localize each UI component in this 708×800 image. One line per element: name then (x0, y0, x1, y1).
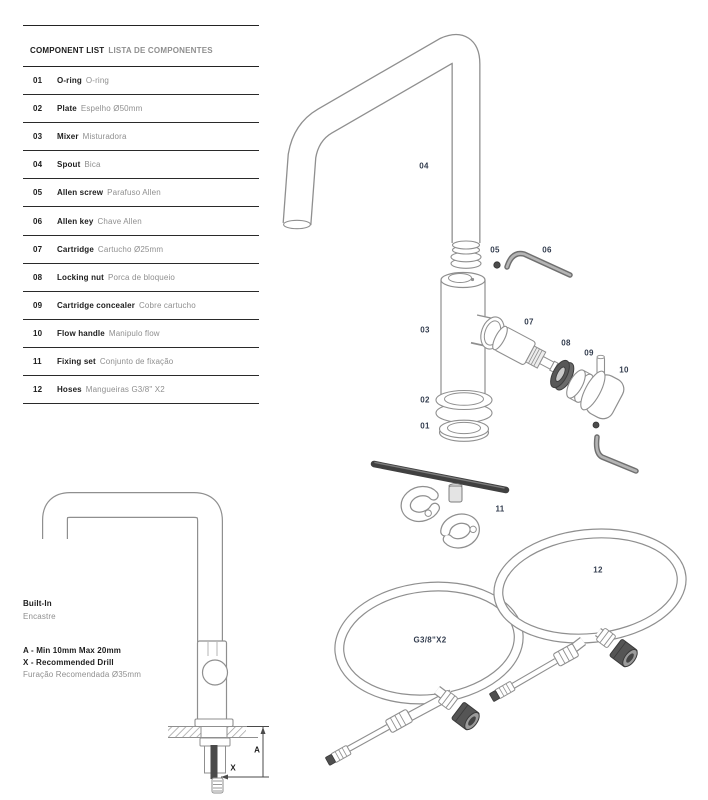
dimension-label-x: X (230, 763, 236, 773)
part-label-02: 02 (420, 395, 430, 405)
component-list-title-pt: LISTA DE COMPONENTES (108, 46, 213, 55)
cartridge-drawing (490, 324, 562, 379)
allen-key-drawing (507, 254, 570, 275)
dimension-x-note: X - Recommended Drill (23, 658, 114, 667)
component-row: 07 Cartridge Cartucho Ø25mm (23, 236, 259, 264)
component-row: 08 Locking nut Porca de bloqueio (23, 264, 259, 292)
component-row: 11 Fixing set Conjunto de fixação (23, 348, 259, 376)
dimension-a-note: A - Min 10mm Max 20mm (23, 646, 121, 655)
hose-spec-label: G3/8"X2 (413, 635, 447, 645)
component-row: 10 Flow handle Manipulo flow (23, 320, 259, 348)
dimension-label-a: A (254, 745, 260, 755)
part-label-06: 06 (542, 245, 552, 255)
hose-left-drawing (325, 578, 524, 766)
part-label-12: 12 (593, 565, 603, 575)
component-row: 05 Allen screw Parafuso Allen (23, 179, 259, 207)
component-row: 09 Cartridge concealer Cobre cartucho (23, 292, 259, 320)
part-label-05: 05 (490, 245, 500, 255)
o-ring-drawing (440, 420, 489, 441)
part-label-01: 01 (420, 421, 430, 431)
fixing-set-drawing (374, 463, 506, 547)
plate-drawing (436, 391, 492, 423)
component-row: 12 Hoses Mangueiras G3/8" X2 (23, 376, 259, 404)
component-row: 06 Allen key Chave Allen (23, 207, 259, 235)
component-list-header (23, 26, 259, 67)
part-label-04: 04 (419, 161, 429, 171)
component-row: 01 O-ring O-ring (23, 67, 259, 95)
part-label-09: 09 (584, 348, 594, 358)
hose-right-drawing (489, 525, 687, 702)
spout-drawing (284, 48, 481, 268)
built-in-title-pt: Encastre (23, 612, 56, 621)
component-list (23, 25, 259, 404)
built-in-notes (23, 597, 213, 680)
part-label-10: 10 (619, 365, 629, 375)
allen-key-2-drawing (597, 437, 636, 471)
component-row: 03 Mixer Misturadora (23, 123, 259, 151)
dimension-x-note-pt: Furação Recomendada Ø35mm (23, 669, 142, 679)
part-label-11: 11 (495, 504, 505, 514)
built-in-title: Built-In (23, 599, 52, 608)
allen-screw-drawing (494, 262, 500, 268)
allen-screw-2-drawing (593, 422, 599, 428)
part-label-07: 07 (524, 317, 534, 327)
component-row: 04 Spout Bica (23, 151, 259, 179)
component-row: 02 Plate Espelho Ø50mm (23, 95, 259, 123)
part-label-03: 03 (420, 325, 430, 335)
component-list-title-en: COMPONENT LIST (30, 46, 105, 55)
part-label-08: 08 (561, 338, 571, 348)
